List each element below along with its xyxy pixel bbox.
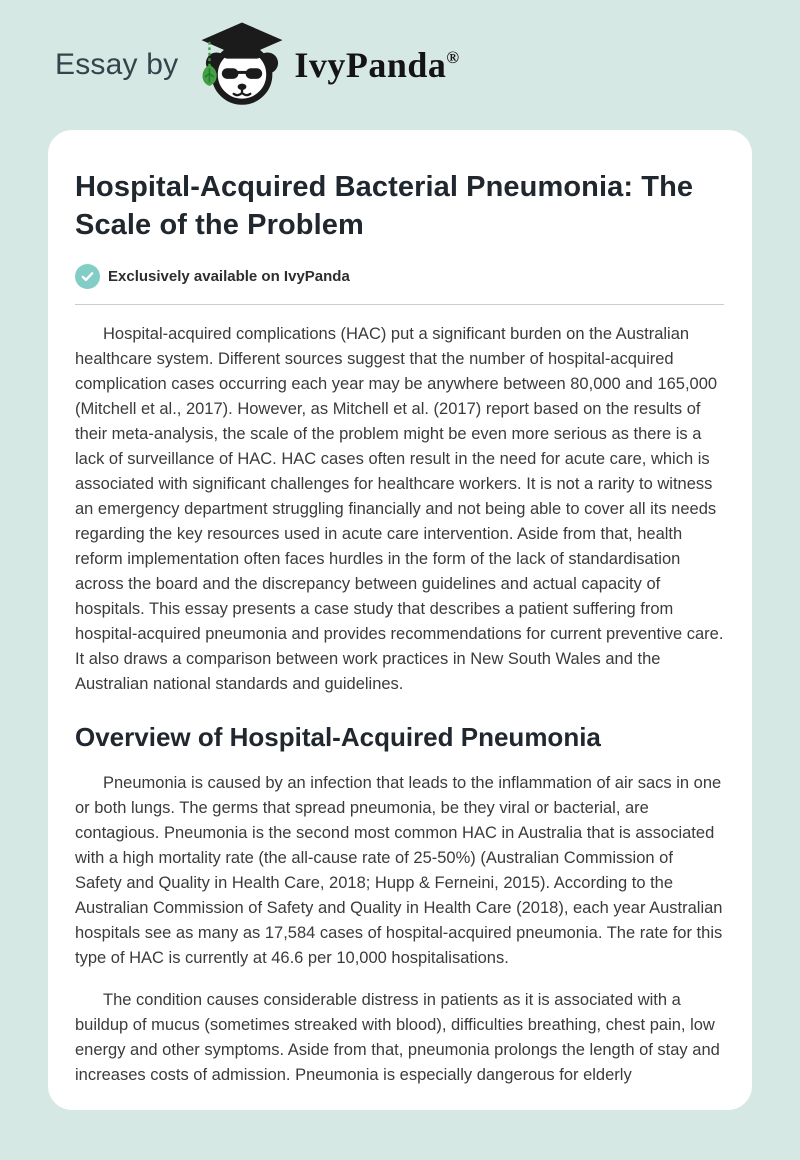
section-paragraph: Pneumonia is caused by an infection that leads to the inflammation of air sacs in one or both lungs. The germs that spread pneumonia, be they viral or bacterial, are contagious. Pneumonia is the second most common HAC in Australia that is associated with a high mortality rate (the all-cause rate of 25-50%) (Australian Commission of Safety and Quality in Health Care, 2018; Hupp & Ferneini, 2015). According to the Australian Commission of Safety and Quality in Health Care (2018), each year Australian hospitals see as many as 17,584 cases of hospital-acquired pneumonia. The rate for this type of HAC is currently at 46.6 per 10,000 hospitalisations. <box>75 774 723 967</box>
divider <box>75 304 724 305</box>
brand-name: IvyPanda® <box>294 45 460 85</box>
page-title: Hospital-Acquired Bacterial Pneumonia: The Scale of the Problem <box>75 171 694 241</box>
exclusive-badge-label: Exclusively available on IvyPanda <box>108 268 350 285</box>
section-heading: Overview of Hospital-Acquired Pneumonia <box>75 722 601 752</box>
panda-graduate-icon <box>198 19 286 107</box>
essay-card <box>48 130 752 1110</box>
check-icon <box>75 264 100 289</box>
header-prefix-text: Essay by <box>55 48 179 81</box>
exclusive-badge <box>75 264 724 289</box>
registered-mark: ® <box>446 48 460 67</box>
intro-paragraph: Hospital-acquired complications (HAC) put a significant burden on the Australian healthcare system. Different sources suggest that the number of hospital-acquired complication cases occurring each year may be anywhere between 80,000 and 165,000 (Mitchell et al., 2017). However, as Mitchell et al. (2017) report based on the results of their meta-analysis, the scale of the problem might be even more serious as there is a lack of surveillance of HAC. HAC cases often result in the need for acute care, which is associated with significant challenges for healthcare workers. It is not a rarity to witness an emergency department struggling financially and not being able to cover all its needs regarding the key resources used in acute care intervention. Aside from that, health reform implementation often faces hurdles in the form of the lack of standardisation across the board and the discrepancy between guidelines and actual capacity of hospitals. This essay presents a case study that describes a patient suffering from hospital-acquired pneumonia and provides recommendations for current preventive care. It also draws a comparison between work practices in New South Wales and the Australian national standards and guidelines. <box>75 325 724 693</box>
section-paragraph: The condition causes considerable distress in patients as it is associated with a buildup of mucus (sometimes streaked with blood), difficulties breathing, chest pain, low energy and other symptoms. Aside from that, pneumonia prolongs the length of stay and increases costs of admission. Pneumonia is especially dangerous for elderly <box>75 991 720 1084</box>
site-header <box>0 0 800 130</box>
